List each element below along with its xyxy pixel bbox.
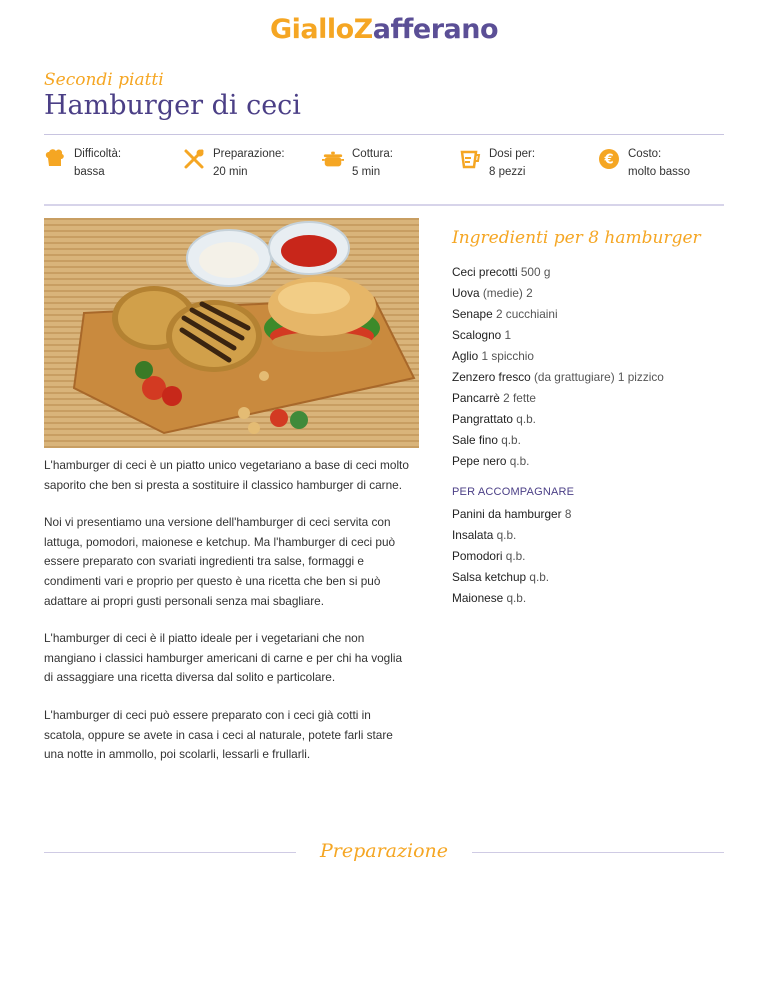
ingredients-title: Ingredienti per 8 hamburger xyxy=(452,228,701,248)
ingredient-name[interactable]: Uova xyxy=(452,286,480,300)
logo-part2: afferano xyxy=(372,14,499,45)
site-logo[interactable] xyxy=(0,14,768,45)
ingredient-name[interactable]: Ceci precotti xyxy=(452,265,518,279)
ingredients-list xyxy=(452,262,732,609)
ingredient-item xyxy=(452,346,732,367)
title-divider xyxy=(44,134,724,135)
info-cooking xyxy=(322,146,393,180)
ingredient-qty: 1 xyxy=(504,328,512,342)
info-difficulty xyxy=(44,146,121,180)
ingredient-item xyxy=(452,283,732,304)
ingredient-qty: 2 fette xyxy=(503,391,536,405)
chef-hat-icon xyxy=(44,148,66,170)
ingredient-qty: q.b. xyxy=(516,412,536,426)
ingredient-name[interactable]: Zenzero fresco xyxy=(452,370,531,384)
info-label: Costo: xyxy=(628,148,662,160)
ingredient-name[interactable]: Pancarrè xyxy=(452,391,500,405)
ingredient-name[interactable]: Pangrattato xyxy=(452,412,513,426)
ingredient-name[interactable]: Scalogno xyxy=(452,328,502,342)
ingredient-name[interactable]: Pepe nero xyxy=(452,454,507,468)
intro-paragraph: L'hamburger di ceci è il piatto ideale per i vegetariani che non mangiano i classici hamburger americani di carne e per chi ha voglia di assaggiare una ricetta diversa dal solito e particolare. xyxy=(44,631,403,685)
recipe-photo xyxy=(44,218,419,448)
info-label: Cottura: xyxy=(352,148,393,160)
preparation-section-header xyxy=(0,840,768,866)
intro-paragraph: L'hamburger di ceci è un piatto unico vegetariano a base di ceci molto saporito che ben si presta a sostituire il classico hamburger di carne. xyxy=(44,458,409,492)
ingredient-item xyxy=(452,304,732,325)
info-divider xyxy=(44,204,724,206)
info-preparation xyxy=(183,146,285,180)
ingredient-item xyxy=(452,409,732,430)
intro-paragraph: Noi vi presentiamo una versione dell'hamburger di ceci servita con lattuga, pomodori, maionese e ketchup. Ma l'hamburger di ceci può essere preparato con svariati ingredienti tra salse, formaggi e condimenti vari e proprio per questo è una ricetta che ben si può adattare ai propri gusti personali senza mai sbagliare. xyxy=(44,515,396,608)
ingredient-qty: 500 g xyxy=(520,265,551,279)
measuring-cup-icon xyxy=(459,148,481,170)
ingredient-qty: 8 xyxy=(564,507,572,521)
ingredient-item xyxy=(452,367,732,388)
ingredient-item xyxy=(452,567,732,588)
info-label: Difficoltà: xyxy=(74,148,122,160)
pot-icon xyxy=(322,148,344,170)
divider-left xyxy=(44,852,296,853)
ingredient-qty: (medie) 2 xyxy=(482,286,533,300)
info-value: 20 min xyxy=(213,166,248,178)
ingredient-item xyxy=(452,262,732,283)
ingredient-qty: q.b. xyxy=(509,454,530,468)
ingredient-qty: q.b. xyxy=(506,591,527,605)
ingredient-item xyxy=(452,451,732,472)
euro-icon xyxy=(598,148,620,170)
ingredient-name[interactable]: Senape xyxy=(452,307,493,321)
ingredient-name[interactable]: Salsa ketchup xyxy=(452,570,527,584)
svg-text:€: € xyxy=(604,152,614,168)
ingredient-item xyxy=(452,430,732,451)
preparation-heading: Preparazione xyxy=(319,840,449,862)
ingredient-item xyxy=(452,325,732,346)
ingredient-item xyxy=(452,388,732,409)
ingredient-name[interactable]: Aglio xyxy=(452,349,479,363)
ingredient-name[interactable]: Pomodori xyxy=(452,549,503,563)
ingredient-name[interactable]: Sale fino xyxy=(452,433,498,447)
ingredient-qty: 1 spicchio xyxy=(481,349,534,363)
ingredient-item xyxy=(452,504,732,525)
ingredient-name[interactable]: Maionese xyxy=(452,591,504,605)
logo-z: Z xyxy=(353,14,373,45)
ingredient-qty: q.b. xyxy=(505,549,526,563)
info-value: 8 pezzi xyxy=(489,166,526,178)
logo-part1: Giallo xyxy=(269,14,354,45)
info-value: 5 min xyxy=(352,166,381,178)
info-value: molto basso xyxy=(628,166,691,178)
ingredient-qty: q.b. xyxy=(529,570,550,584)
ingredient-item xyxy=(452,525,732,546)
ingredient-name[interactable]: Insalata xyxy=(452,528,494,542)
ingredient-item xyxy=(452,546,732,567)
info-label: Preparazione: xyxy=(213,148,285,160)
ingredient-qty: q.b. xyxy=(501,433,521,447)
recipe-intro xyxy=(44,456,414,783)
info-cost xyxy=(598,146,690,180)
ingredient-qty: q.b. xyxy=(496,528,517,542)
info-servings xyxy=(459,146,535,180)
info-value: bassa xyxy=(74,166,105,178)
ingredient-name[interactable]: Panini da hamburger xyxy=(452,507,562,521)
ingredient-qty: 2 cucchiaini xyxy=(495,307,558,321)
accompaniment-heading: PER ACCOMPAGNARE xyxy=(452,486,575,498)
recipe-category[interactable]: Secondi piatti xyxy=(44,70,164,90)
page-title: Hamburger di ceci xyxy=(44,90,301,121)
ingredient-qty: (da grattugiare) 1 pizzico xyxy=(533,370,664,384)
ingredient-item xyxy=(452,588,732,609)
info-label: Dosi per: xyxy=(489,148,536,160)
utensils-icon xyxy=(183,148,205,170)
divider-right xyxy=(472,852,724,853)
intro-paragraph: L'hamburger di ceci può essere preparato con i ceci già cotti in scatola, oppure se avete in casa i ceci al naturale, potete farli stare una notte in ammollo, poi scolarli, lessarli e frullarli. xyxy=(44,707,393,762)
